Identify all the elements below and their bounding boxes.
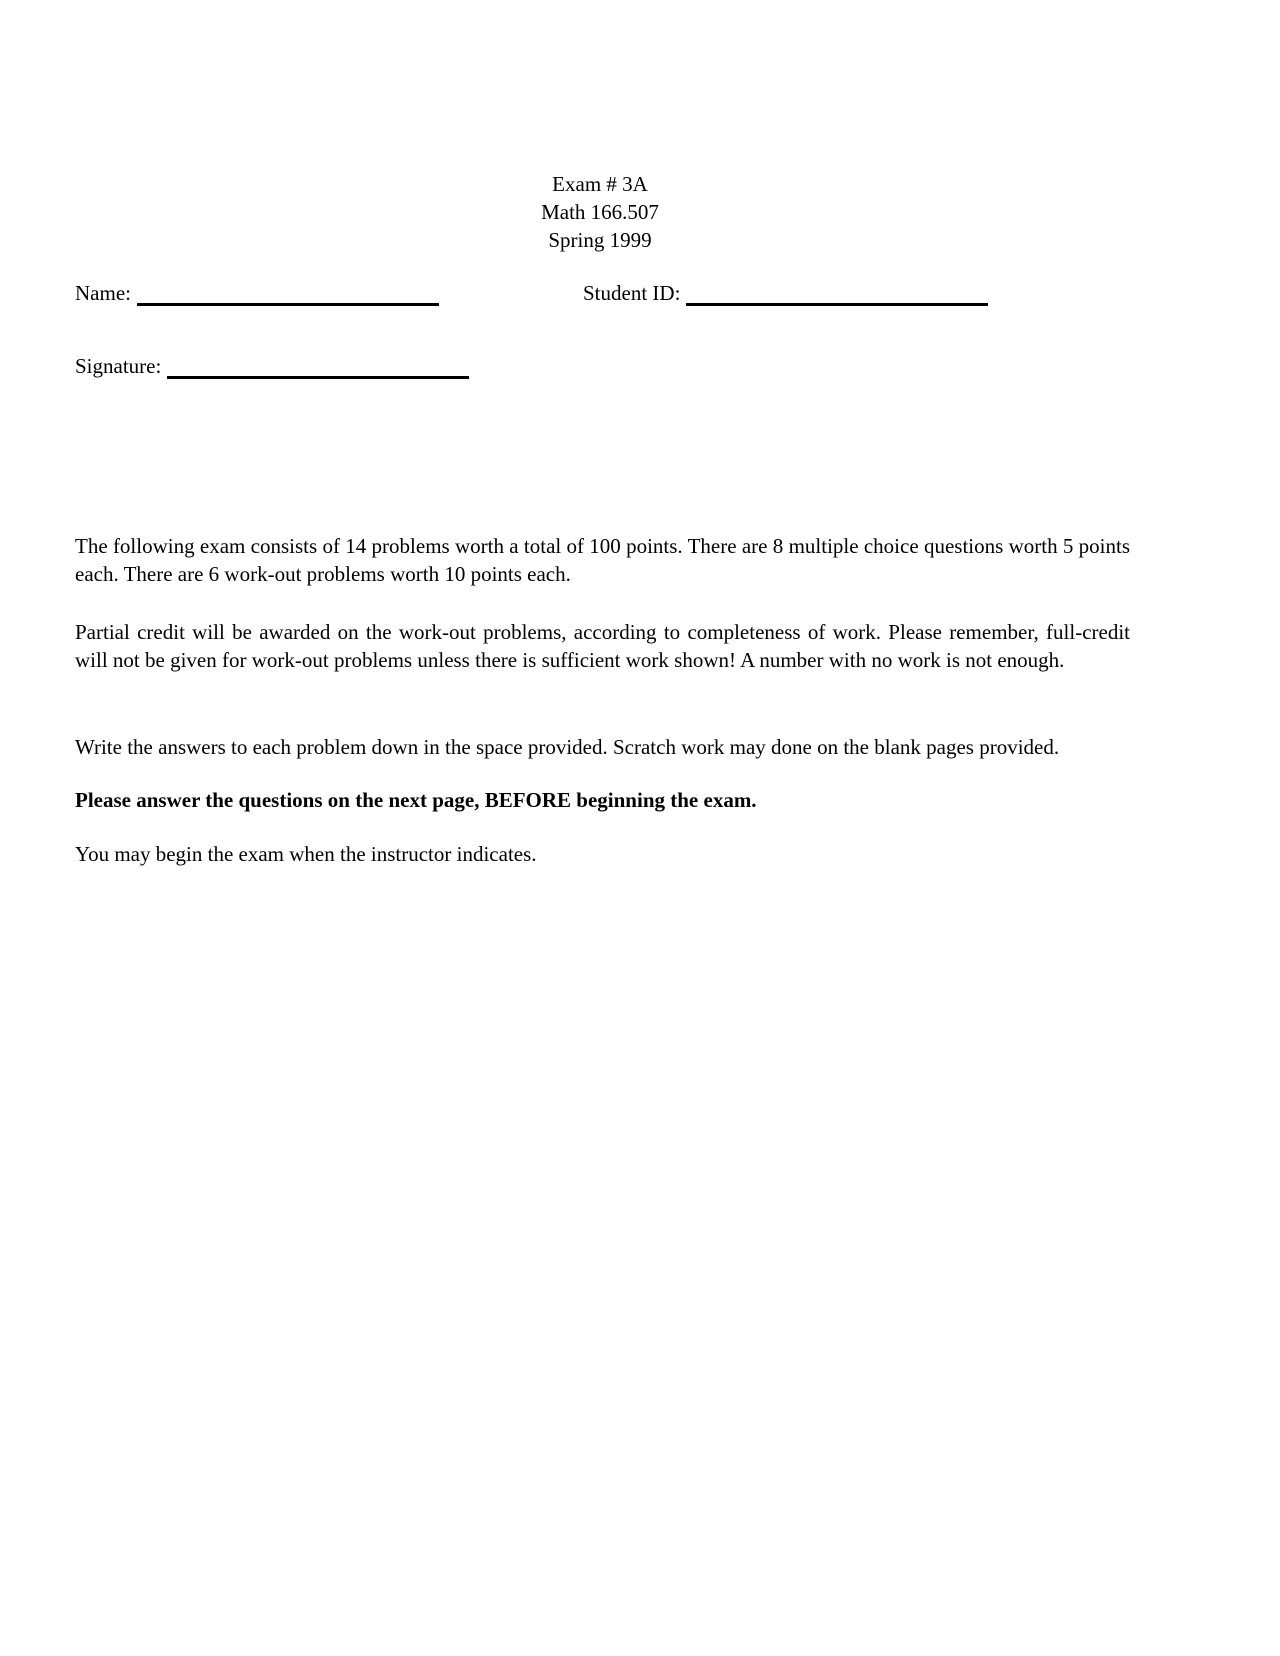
exam-header [0,170,1200,254]
signature-field [75,352,469,380]
instructions-paragraph-5: You may begin the exam when the instructor indicates. [75,842,537,866]
name-field [75,279,439,307]
term: Spring 1999 [548,228,652,252]
student-id-label: Student ID: [583,281,681,305]
name-blank-line[interactable] [137,303,439,306]
instructions-paragraph-2: Partial credit will be awarded on the work-out problems, according to completeness of work. Please remember, full-credit will not be given for work-out problems unless there is sufficient work shown! A number with no work is not enough. [75,620,1130,672]
exam-title: Exam # 3A [552,172,648,196]
student-id-field [583,279,988,307]
instructions-paragraph-1: The following exam consists of 14 problems worth a total of 100 points. There are 8 multiple choice questions worth 5 points each. There are 6 work-out problems worth 10 points each. [75,534,1130,586]
instructions-paragraph-4-bold: Please answer the questions on the next page, BEFORE beginning the exam. [75,788,757,812]
signature-blank-line[interactable] [167,376,469,379]
course-number: Math 166.507 [541,200,659,224]
signature-label: Signature: [75,354,162,378]
instructions-paragraph-3: Write the answers to each problem down in the space provided. Scratch work may done on the blank pages provided. [75,735,1060,759]
name-label: Name: [75,281,131,305]
student-id-blank-line[interactable] [686,303,988,306]
